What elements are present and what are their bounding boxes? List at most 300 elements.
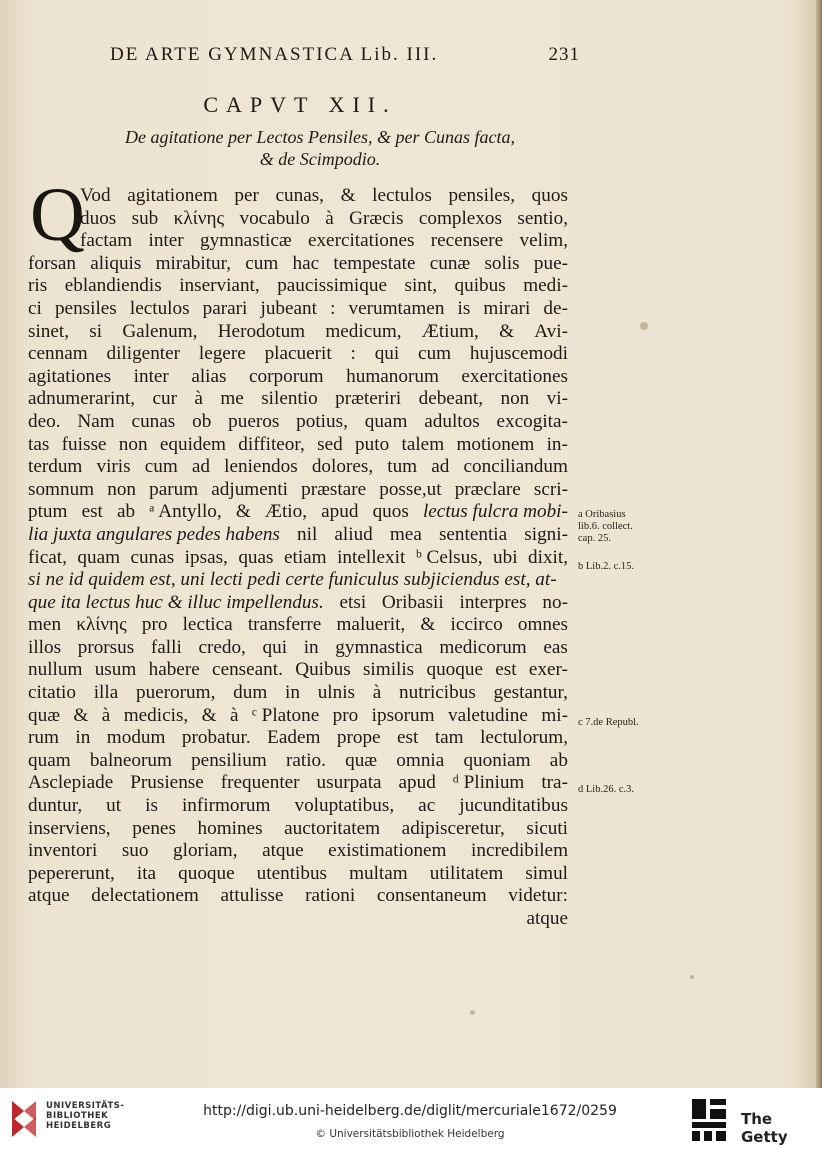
word: deo. [28,410,61,432]
word: à [372,682,382,704]
word: diffiteor, [238,433,305,455]
word: intellexit [337,546,406,568]
word: penes [132,817,176,839]
word: fuisse [61,433,107,455]
word: Ætio, [264,501,308,523]
word: inventori [28,840,98,862]
word: cum [144,456,178,478]
drop-cap: Q [30,173,85,257]
word: vocabulo [239,207,310,229]
word: est [81,501,103,523]
word: solis [484,252,520,274]
text-line [28,275,568,298]
word: infirmorum [181,795,271,817]
word: in [285,682,300,704]
word: cennam [28,343,88,365]
word: dixit, [528,546,568,568]
word: Vod [80,185,111,206]
word: mi- [541,704,568,726]
word: quam [28,749,71,771]
word: & [499,320,514,342]
text-line [28,569,568,592]
word: voluptatibus, [294,795,395,817]
word: interpres [459,591,527,613]
word: velim, [519,230,568,252]
word: lectus fulcra mobi- [422,501,568,523]
word: ficat, [28,546,67,568]
word: quoque [426,659,483,681]
word: probatur. [181,727,251,749]
word: nil [297,523,318,545]
text-line [28,253,568,276]
word: falli [150,636,182,658]
word: non [500,388,530,410]
word: Oribasii [381,591,444,613]
word: terdum [28,456,83,478]
word: duos [80,207,117,229]
word: ita [136,862,157,884]
word: lectulos [372,185,432,206]
word: viris [96,456,131,478]
word: recensere [430,230,504,252]
word: somnum [28,478,95,500]
word: agitationem [127,185,218,206]
text-line [28,705,568,728]
word: quos [531,185,568,206]
word: modum [106,727,166,749]
word: cunas [130,546,175,568]
word: maluerit, [336,614,406,636]
word: medi- [523,275,568,297]
word: gymnasticæ [199,230,292,252]
word: is [457,297,471,319]
margin-note [578,509,633,545]
word: cunas, [275,185,324,206]
margin-note-line: c 7.de Republ. [578,717,639,728]
word: rum [28,727,59,749]
text-line [28,343,568,366]
word: tra- [541,772,568,794]
word: quos [372,501,409,523]
word: habere [148,659,200,681]
text-line [28,659,568,682]
word: ᵃ Antyllo, [149,501,222,523]
word: usurpata [316,772,382,794]
word: tam [434,727,464,749]
word: credo, [198,636,246,658]
word: κλίνης [173,207,225,229]
word: debeant, [418,388,484,410]
word: in [75,727,91,749]
word: motionem [456,433,535,455]
word: κλίνης [76,614,127,636]
word: adipisceretur, [401,817,505,839]
word: similis [362,659,415,681]
word: jubeant [260,297,317,319]
word: forsan [28,252,76,274]
word: tempestate [333,252,416,274]
word: ab [117,501,136,523]
word: tum [387,456,418,478]
paper-stain [470,1010,475,1015]
word: omnes [517,614,568,636]
text-line [28,366,568,389]
text-line [28,547,568,570]
word: inter [133,365,169,387]
word: que ita lectus huc & illuc impellendus. [28,591,324,613]
text-line [28,456,568,479]
permalink-url[interactable]: http://digi.ub.uni-heidelberg.de/diglit/mercuriale1672/0259 [203,1103,617,1119]
word: delectationem [91,885,199,907]
word: apud [321,501,359,523]
word: adnumerarint, [28,388,136,410]
word: multam [349,862,408,884]
word: si [89,320,103,342]
word: in- [546,433,568,455]
word: aliquis [90,252,142,274]
word: scri- [533,478,568,500]
text-line [28,411,568,434]
margin-note-line: d Lib.26. c.3. [578,784,634,795]
word: medicum, [325,320,402,342]
body-text [28,173,568,931]
library-name-line: HEIDELBERG [46,1121,112,1131]
word: utentibus [256,862,328,884]
word: est [495,659,517,681]
word: complexos [418,207,502,229]
word: quam [364,410,408,432]
word: existimationem [328,840,447,862]
word: Avi- [534,320,568,342]
word: talem [401,433,445,455]
word: adjumenti [211,478,288,500]
word: à [194,388,203,410]
text-line [28,208,568,231]
word: hac [292,252,320,274]
word: attulisse [220,885,284,907]
subtitle-line: & de Scimpodio. [259,149,381,169]
word: valetudine [447,704,528,726]
word: rationi [305,885,356,907]
word: exercitationes [461,365,568,387]
word: equidem [159,433,226,455]
word: à [230,704,239,726]
word: is [145,795,158,817]
text-line [28,501,568,524]
word: medicis, [123,704,189,726]
word: pue- [533,252,568,274]
word: in [303,636,319,658]
word: mirabitur, [155,252,232,274]
word: adultos [424,410,480,432]
text-line [28,637,568,660]
word: à [325,207,334,229]
word: men [28,614,62,636]
word: ᵇ Celsus, [415,546,483,568]
text-line [28,863,568,886]
word: Prusiense [130,772,204,794]
word: potius, [296,410,348,432]
text-line [28,321,568,344]
text-line [28,298,568,321]
word: ᵈ Plinium [452,772,525,794]
margin-note [578,561,634,573]
text-line [28,524,568,547]
word: factam [80,230,133,252]
viewer-footer [0,1088,822,1149]
margin-note [578,784,634,796]
text-line [28,614,568,637]
word: exercitationes [307,230,415,252]
word: paucissimique [277,275,387,297]
word: posse,ut [379,478,442,500]
word: quibus [454,275,506,297]
word: signi- [524,523,568,545]
word: jucunditatibus [459,795,568,817]
word: qui [262,636,288,658]
copyright-notice: © Universitätsbibliothek Heidelberg [315,1128,505,1140]
word: lectulos [129,297,190,319]
word: quæ [28,704,60,726]
word: puto [355,433,390,455]
word: cunas [131,410,176,432]
margin-note-line: lib.6. collect. [578,521,633,532]
word: agitationes [28,365,112,387]
word: citatio [28,682,76,704]
word: præstare [301,478,367,500]
word: ipsas, [184,546,228,568]
word: pro [332,704,359,726]
word: non [107,478,136,500]
word: frequenter [220,772,300,794]
word: me [220,388,244,410]
library-name-line: BIBLIOTHEK [46,1111,109,1121]
word: quoque [178,862,235,884]
word: homines [197,817,263,839]
text-line [28,840,568,863]
text-line [28,795,568,818]
word: ci [28,297,42,319]
word: & [235,501,251,523]
word: ulnis [317,682,356,704]
word: Asclepiade [28,772,114,794]
text-line [28,818,568,841]
word: pensilium [191,749,267,771]
word: Galenum, [122,320,198,342]
word: etsi [339,591,367,613]
word: non [118,433,148,455]
word: tas [28,433,50,455]
word: & [201,704,217,726]
word: alias [191,365,227,387]
word: consentaneum [376,885,487,907]
margin-note-line: b Lib.2. c.15. [578,561,634,572]
word: sint, [404,275,438,297]
text-line [28,750,568,773]
word: eas [543,636,568,658]
word: inserviant, [179,275,260,297]
word: sententia [438,523,508,545]
word: quam [77,546,121,568]
chapter-subtitle [40,126,600,170]
paper-stain [640,322,648,330]
library-name [46,1101,124,1131]
word: humanorum [346,365,439,387]
margin-note [578,717,639,729]
margin-note-line: a Oribasius [578,509,626,520]
university-library-logo-icon [8,1095,40,1141]
partner-name: The Getty [741,1110,788,1146]
text-line [28,727,568,750]
word: pro [141,614,168,636]
running-head-title: DE ARTE GYMNASTICA Lib. III. [110,44,439,65]
word: ratio. [285,749,326,771]
word: quoniam [463,749,531,771]
word: incredibilem [471,840,568,862]
word: corporum [249,365,324,387]
word: sicuti [526,817,568,839]
word: ubi [493,546,518,568]
getty-logo-icon [690,1097,728,1143]
word: etiam [283,546,327,568]
word: cum [245,252,279,274]
word: puerorum, [135,682,216,704]
word: gloriam, [173,840,238,862]
word: & [73,704,89,726]
word: lia juxta angulares pedes habens [28,523,280,545]
word: gymnastica [335,636,423,658]
chapter-title: CAPVT XII. [203,92,397,117]
word: sub [131,207,159,229]
word: ad [191,456,211,478]
word: dum [233,682,268,704]
word: atque [28,885,70,907]
text-line [28,908,568,931]
word: pensiles, [448,185,516,206]
word: Nam [77,410,115,432]
word: ᶜ Platone [251,704,320,726]
word: de- [543,297,568,319]
word: præclare [454,478,521,500]
word: verumtamen [348,297,445,319]
word: Græcis [349,207,404,229]
word: ab [549,749,568,771]
word: placuerit [264,343,332,365]
word: gestantur, [493,682,568,704]
word: Herodotum [217,320,306,342]
word: cunæ [429,252,471,274]
word: : [330,297,336,319]
word: cum [418,343,452,365]
word: lectulorum, [480,727,568,749]
page-edge [816,0,822,1088]
word: à [101,704,111,726]
word: inserviens, [28,817,111,839]
word: cur [152,388,177,410]
word: nullum [28,659,83,681]
word: lectica [182,614,233,636]
word: mea [389,523,422,545]
word: duntur, [28,795,83,817]
word: leniendos [224,456,298,478]
word: atque [262,840,304,862]
word: ad [431,456,450,478]
word: ipsorum [371,704,435,726]
text-line [28,434,568,457]
word: vi- [546,388,568,410]
word: eblandiendis [64,275,162,297]
running-head [110,44,580,72]
word: conciliandum [463,456,568,478]
word: ut [106,795,122,817]
word: pepererunt, [28,862,115,884]
margin-note-line: cap. 25. [578,533,611,544]
word: est [397,727,419,749]
word: & [340,185,356,206]
subtitle-line: De agitatione per Lectos Pensiles, & per Cunas facta, [125,127,515,147]
text-line [28,185,568,208]
word: hujuscemodi [469,343,568,365]
word: parari [202,297,248,319]
word: pensiles [54,297,117,319]
word: legere [198,343,246,365]
word: dolores, [311,456,374,478]
word: præteriri [335,388,402,410]
word: sinet, [28,320,70,342]
word: illa [93,682,119,704]
word: censeant. [212,659,283,681]
word: ob [192,410,212,432]
text-line [28,479,568,502]
word: aliud [334,523,373,545]
text-line [28,885,568,908]
text-line [28,388,568,411]
word: sed [317,433,343,455]
word: omnia [396,749,445,771]
word: silentio [261,388,318,410]
word: Ætium, [421,320,479,342]
text-line [28,230,568,253]
word: utilitatem [429,862,504,884]
word: illos [28,636,62,658]
word: nutricibus [399,682,476,704]
word: ptum [28,501,68,523]
word: iccirco [450,614,503,636]
word: simul [525,862,568,884]
word: apud [398,772,436,794]
word: sentio, [517,207,568,229]
word: no- [542,591,568,613]
word: ris [28,275,48,297]
word: per [234,185,259,206]
word: inter [148,230,184,252]
word: atque [526,908,568,929]
word: transferre [247,614,322,636]
word: pueros [228,410,280,432]
word: auctoritatem [284,817,381,839]
word: exer- [528,659,568,681]
word: prope [336,727,381,749]
word: videtur: [508,885,568,907]
word: prorsus [77,636,135,658]
word: parum [149,478,199,500]
word: medicorum [439,636,527,658]
word: : [350,343,356,365]
page-number: 231 [548,44,580,65]
library-name-line: UNIVERSITÄTS- [46,1101,125,1111]
word: diligenter [106,343,181,365]
word: usum [94,659,137,681]
